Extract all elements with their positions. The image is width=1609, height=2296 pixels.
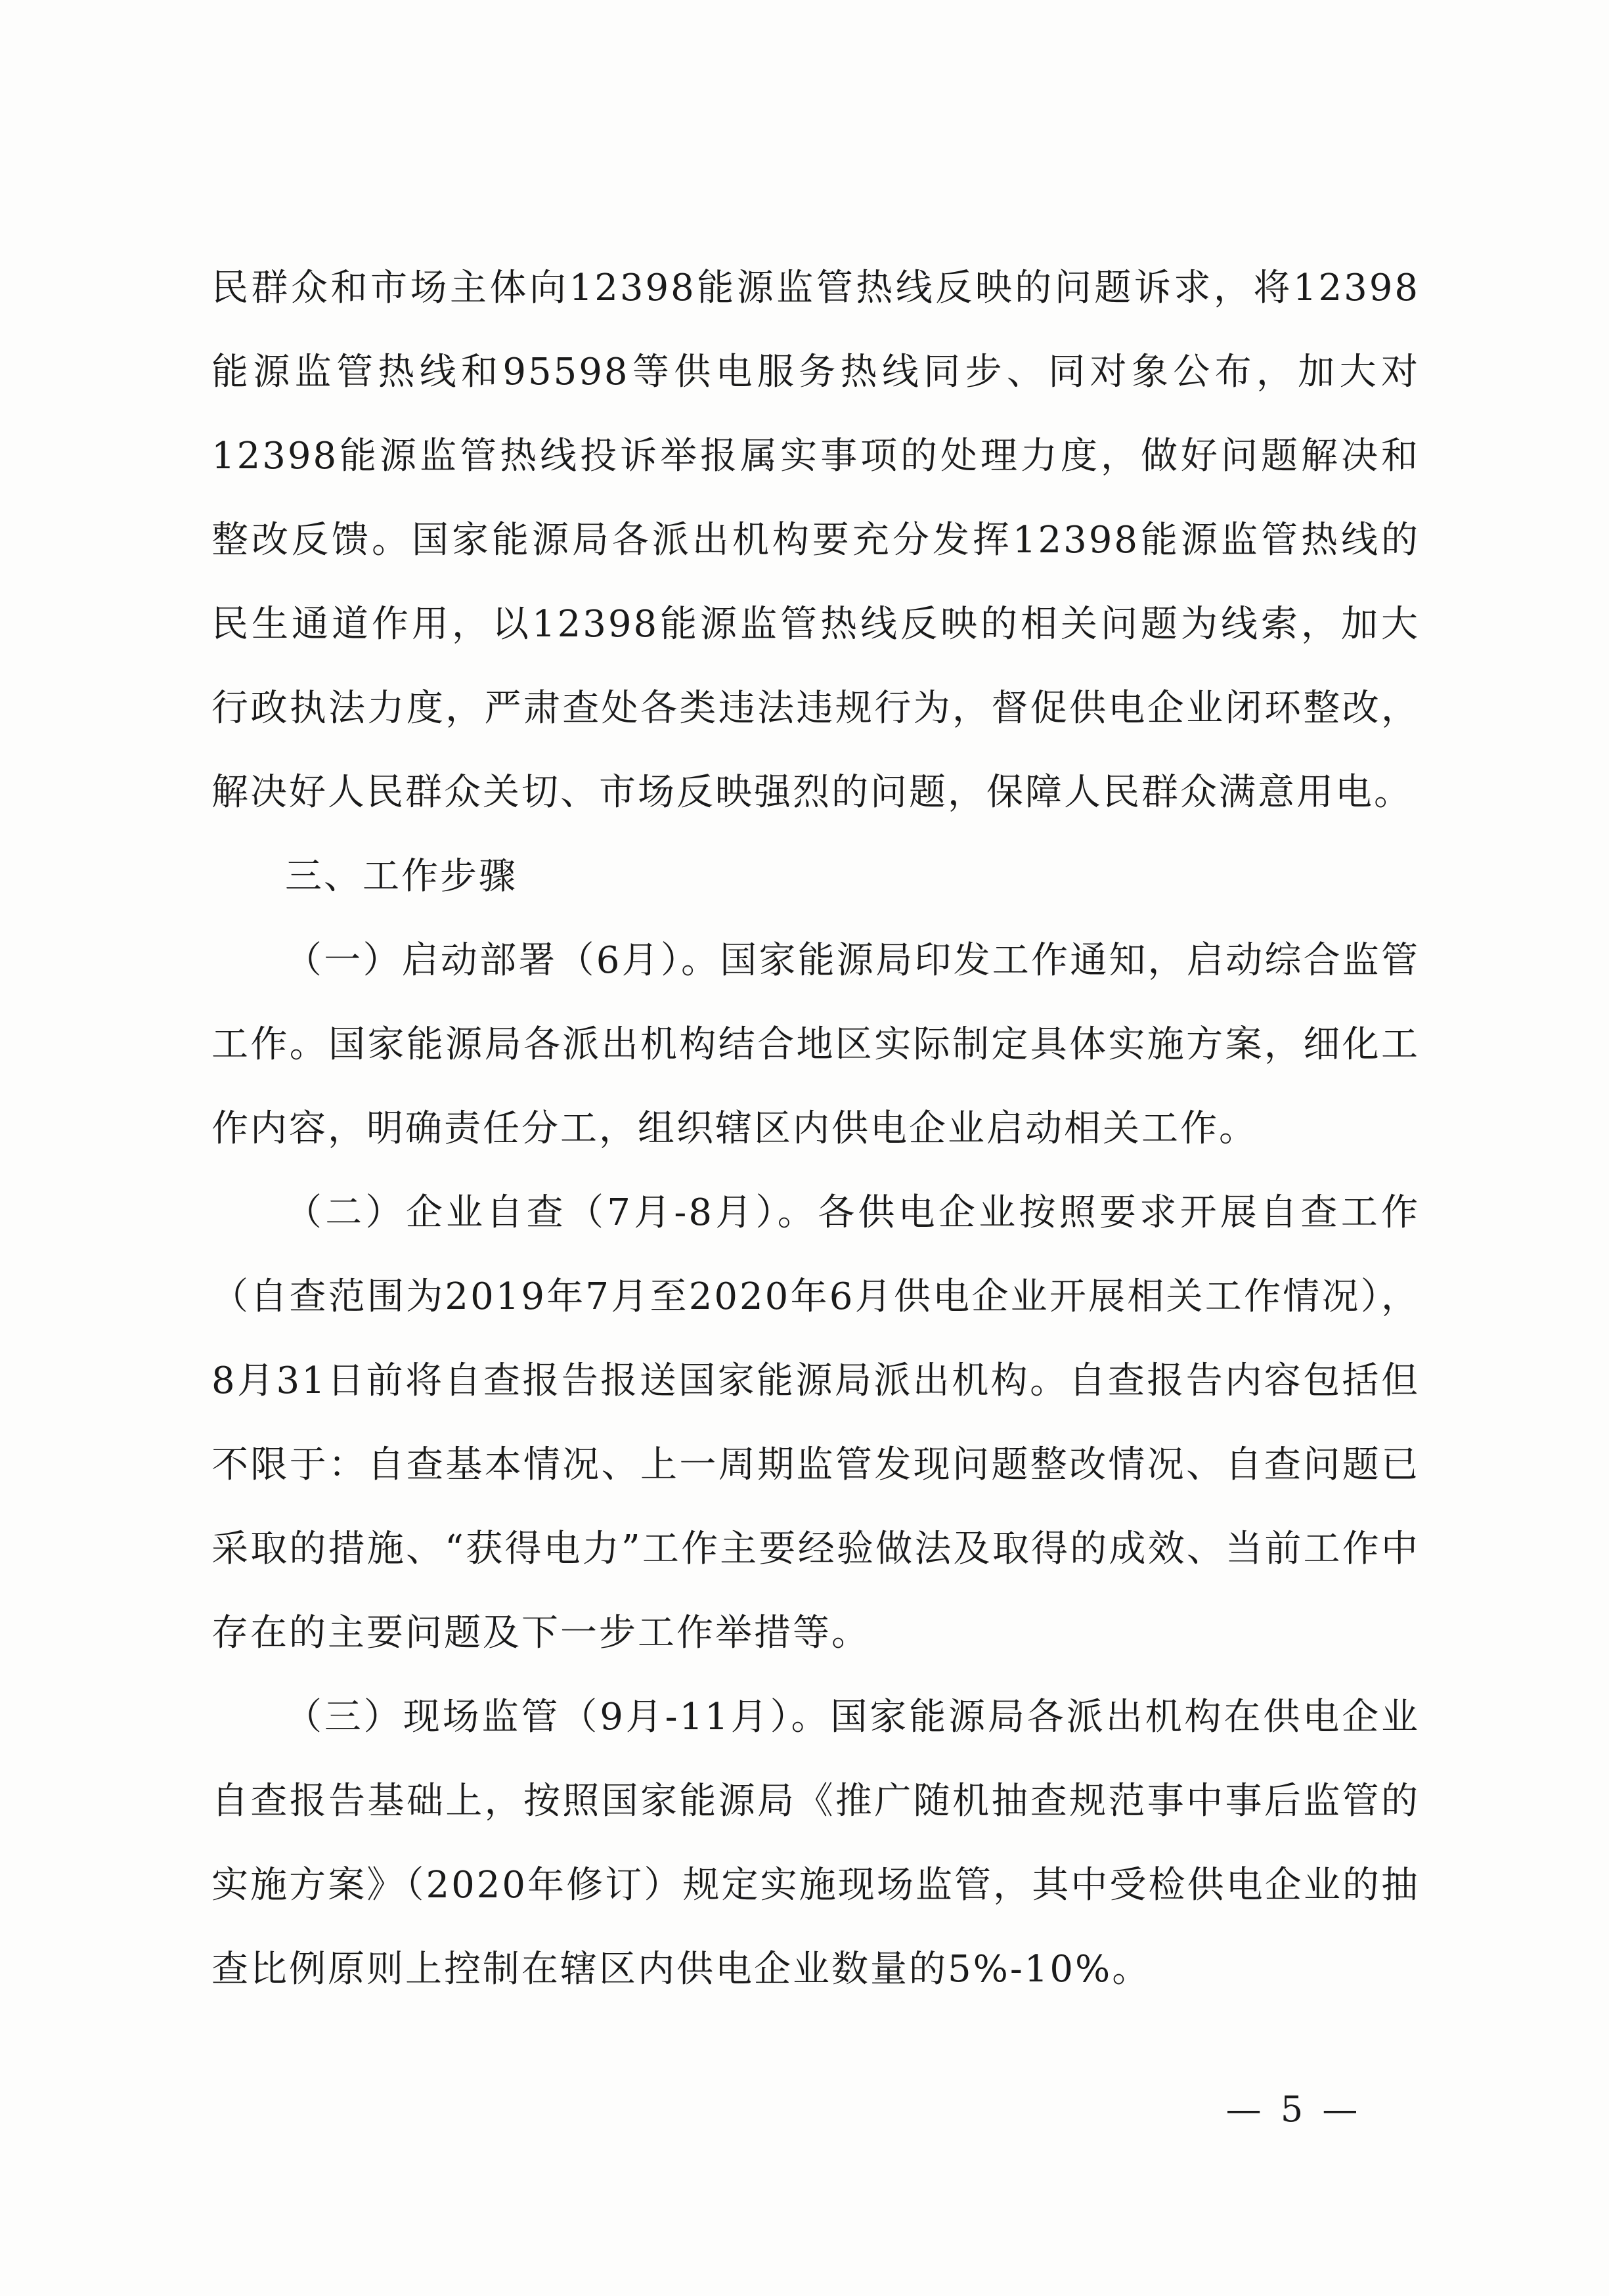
section-heading-work-steps: 三、工作步骤	[285, 855, 518, 898]
page-number: — 5 —	[1225, 2088, 1362, 2130]
document-body	[211, 246, 1420, 2012]
paragraph-step-1-deployment: （一）启动部署（6月）。国家能源局印发工作通知，启动综合监管工作。国家能源局各派出机构结合地区实际制定具体实施方案，细化工作内容，明确责任分工，组织辖区内供电企业启动相关工作。	[211, 939, 1420, 1150]
paragraph-hotline-continuation: 民群众和市场主体向12398能源监管热线反映的问题诉求，将12398能源监管热线和95598等供电服务热线同步、同对象公布，加大对12398能源监管热线投诉举报属实事项的处理力度，做好问题解决和整改反馈。国家能源局各派出机构要充分发挥12398能源监管热线的民生通道作用，以12398能源监管热线反映的相关问题为线索，加大行政执法力度，严肃查处各类违法违规行为，督促供电企业闭环整改，解决好人民群众关切、市场反映强烈的问题，保障人民群众满意用电。	[211, 267, 1420, 814]
paragraph-step-3-onsite-supervision: （三）现场监管（9月-11月）。国家能源局各派出机构在供电企业自查报告基础上，按照国家能源局《推广随机抽查规范事中事后监管的实施方案》（2020年修订）规定实施现场监管，其中受检供电企业的抽查比例原则上控制在辖区内供电企业数量的5%-10%。	[211, 1696, 1420, 1991]
paragraph-step-2-self-inspection: （二）企业自查（7月-8月）。各供电企业按照要求开展自查工作（自查范围为2019年7月至2020年6月供电企业开展相关工作情况），8月31日前将自查报告报送国家能源局派出机构。自查报告内容包括但不限于：自查基本情况、上一周期监管发现问题整改情况、自查问题已采取的措施、“获得电力”工作主要经验做法及取得的成效、当前工作中存在的主要问题及下一步工作举措等。	[211, 1191, 1420, 1654]
